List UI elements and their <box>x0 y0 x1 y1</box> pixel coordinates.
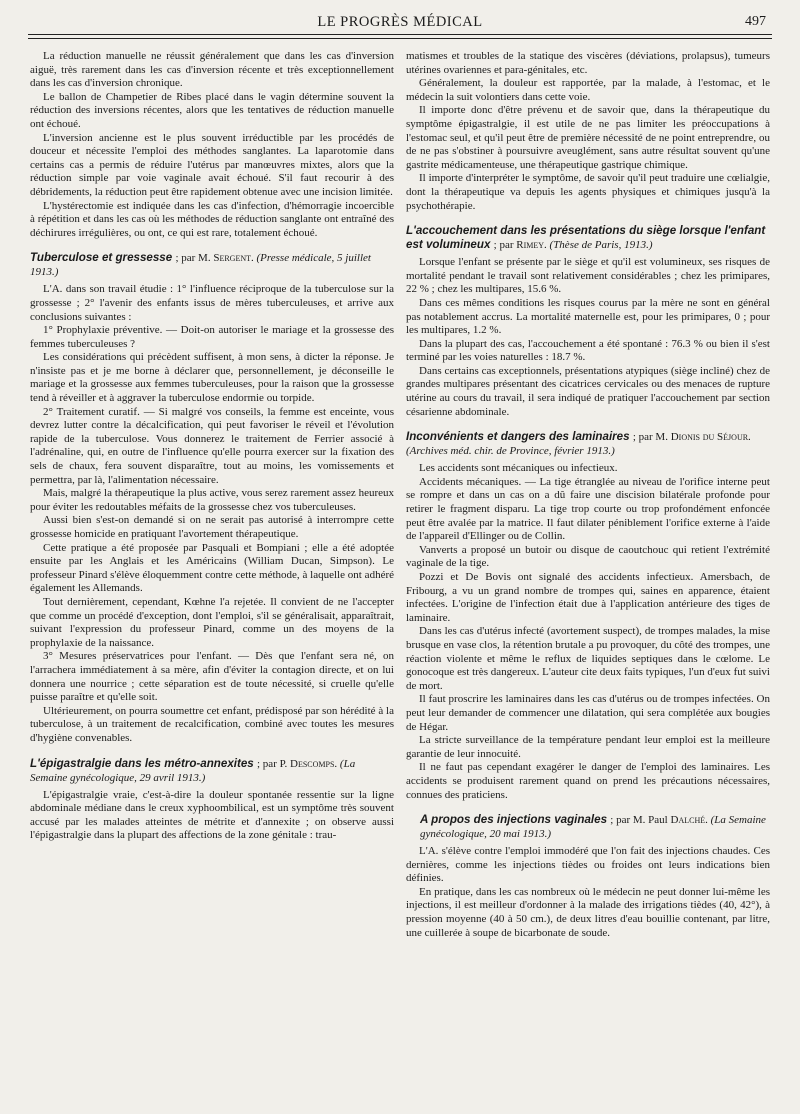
paragraph: Tout dernièrement, cependant, Kœhne l'a rejetée. Il convient de ne l'accepter que comme un procédé d'exception, dont l'emploi, s'il se généralisait, apparaîtrait, suivant l'expression du professeur Pinard, comme un des moyens de la prophylaxie de la naissance. <box>30 595 394 649</box>
article-source: (Archives méd. chir. de Province, février 1913.) <box>406 445 615 458</box>
page-number: 497 <box>745 14 766 29</box>
paragraph: Les considérations qui précèdent suffisent, à mon sens, à dicter la réponse. Je n'insiste pas et je me borne à déclarer que, personnellement, je déconseille le mariage et la grossesse aux femmes tuberculeuses, pour la raison que la grossesse tend à réveiller et à aggraver la tuberculose endormie ou torpide. <box>30 351 394 405</box>
article-by: ; par M. <box>175 252 211 265</box>
paragraph: Aussi bien s'est-on demandé si on ne serait pas autorisé à interrompre cette grossesse homicide en pratiquant l'avortement thérapeutique. <box>30 514 394 540</box>
article-title: Inconvénients et dangers des laminaires <box>406 430 630 444</box>
article-author: Rimey. <box>516 239 547 252</box>
article-by: ; par M. <box>632 431 668 444</box>
header-rule-thin <box>28 38 772 39</box>
paragraph: Lorsque l'enfant se présente par le siège et qu'il est volumineux, ses risques de mortalité pendant le travail sont relativement considérables ; chez les primipares, 22 % ; chez les multipares, 15.6 %. <box>406 256 770 296</box>
paragraph: Dans certains cas exceptionnels, présentations atypiques (siège incliné) chez de grandes multipares présentant des cicatrices cervicales ou des menaces de rupture utérine au cours du travail, il sera indiqué de pratiquer l'accouchement par section césarienne abdominale. <box>406 364 770 418</box>
journal-title: LE PROGRÈS MÉDICAL <box>317 14 483 30</box>
right-column <box>406 50 770 1100</box>
paragraph: Les accidents sont mécaniques ou infectieux. <box>419 462 618 475</box>
article-author: Dionis du Séjour. <box>670 431 751 444</box>
paragraph: L'hystérectomie est indiquée dans les cas d'infection, d'hémorragie incoercible à répétition et dans les cas où les méthodes de réduction sanglante ont entraîné des déchirures irrégulières, ou ont, ce qui est rare, totalement échoué. <box>30 199 394 239</box>
paragraph: Accidents mécaniques. — La tige étranglée au niveau de l'orifice interne peut se rompre et dans un cas on a dû faire une discision bilatérale profonde pour retirer le fragment disparu. La tige trop courte ou trop profondément enfoncée peut être avalée par la matrice. Il faut dilater péniblement l'orifice externe à l'aide de l'appareil d'Ellinger ou de Collin. <box>406 475 770 543</box>
article-heading <box>30 757 394 785</box>
article-heading <box>420 813 770 841</box>
article-source: (Thèse de Paris, 1913.) <box>549 239 653 252</box>
article-source: (La Semaine gynécologique, 20 mai 1913.) <box>420 814 766 841</box>
article-author: P. Descomps. <box>279 757 338 770</box>
paragraph: Généralement, la douleur est rapportée, par la malade, à l'estomac, et le médecin la suit volontiers dans cette voie. <box>406 77 770 103</box>
article-source: (Presse médicale, 5 juillet 1913.) <box>30 252 371 279</box>
paragraph: L'inversion ancienne est le plus souvent irréductible par les procédés de douceur et nécessite l'emploi des méthodes sanglantes. La laparotomie dans certains cas a permis de réduire l'utérus par manœuvres mixtes, alors que la réduction simple par voie vaginale avait échoué. S'il faut recourir à des débridements, la réduction peut être rapidement obtenue avec une incision limitée. <box>30 131 394 198</box>
paragraph: Il ne faut pas cependant exagérer le danger de l'emploi des laminaires. Les accidents se produisent rarement quand on prend les précautions nécessaires, connues des praticiens. <box>406 761 770 801</box>
paragraph: Cette pratique a été proposée par Pasquali et Bompiani ; elle a été adoptée ensuite par les Anglais et les Américains (William Ducan, Simpson). Le professeur Pinard s'élève éloquemment contre cette méthode, à laquelle ont adhéré également les Allemands. <box>30 541 394 595</box>
article-title: Tuberculose et gressesse <box>30 251 173 265</box>
article-by: ; par <box>493 239 514 252</box>
paragraph: Il faut proscrire les laminaires dans les cas d'utérus ou de trompes infectées. On peut leur demander de commencer une dilatation, qui sera complétée aux bougies de Hégar. <box>406 693 770 733</box>
paragraph: En pratique, dans les cas nombreux où le médecin ne peut donner lui-même les injections, il est meilleur d'ordonner à la malade des irrigations tièdes (40, 42°), à pression moyenne (40 à 50 cm.), de deux litres d'eau bouillie contenant, par litre, une cuillerée à soupe de bicarbonate de soude. <box>406 885 770 939</box>
paragraph: Ultérieurement, on pourra soumettre cet enfant, prédisposé par son hérédité à la tuberculose, à un traitement de recalcification, combiné avec toutes les mesures d'hygiène convenables. <box>30 704 394 744</box>
header-rule <box>28 34 772 35</box>
running-header <box>28 12 772 36</box>
left-column <box>30 50 394 1100</box>
paragraph: La réduction manuelle ne réussit généralement que dans les cas d'inversion aiguë, très rarement dans les cas d'inversion récente et très exceptionnellement dans les cas d'inversion chronique. <box>30 50 394 90</box>
article-heading <box>406 224 770 252</box>
paragraph: L'A. dans son travail étudie : 1° l'influence réciproque de la tuberculose sur la grossesse ; 2° l'avenir des enfants issus de mères tuberculeuses, et arrive aux conclusions suivantes : <box>30 283 394 323</box>
article-author: Sergent. <box>213 252 254 265</box>
article-heading <box>406 430 770 458</box>
article-title: A propos des injections vaginales <box>420 813 608 827</box>
paragraph: 1° Prophylaxie préventive. — Doit-on autoriser le mariage et la grossesse des femmes tuberculeuses ? <box>30 324 394 350</box>
article-title: L'accouchement dans les présentations du siège lorsque l'enfant est volumineux <box>406 224 766 252</box>
paragraph: Dans la plupart des cas, l'accouchement a été spontané : 76.3 % ou bien il s'est terminé par les voies naturelles : 18.7 %. <box>406 337 770 364</box>
article-by: ; par M. Paul <box>610 814 668 827</box>
article-title: L'épigastralgie dans les métro-annexites <box>30 756 254 770</box>
paragraph: L'épigastralgie vraie, c'est-à-dire la douleur spontanée ressentie sur la ligne abdominale médiane dans le creux xyphoombilical, est un symptôme très souvent accusé par les malades atteintes de métrite et d'annexite ; on observe aussi l'épigastralgie dans la plupart des affections de la zone génitale : trau- <box>30 788 394 842</box>
paragraph: La stricte surveillance de la température pendant leur emploi est la meilleure garantie de leur innocuité. <box>406 734 770 760</box>
paragraph: Dans les cas d'utérus infecté (avortement suspect), de trompes malades, la mise brusque en vase clos, la rétention brutale a pu provoquer, du côté des trompes, une réaction violente et même le reflux de liquides septiques dans le cœlome. Le gonocoque est très dangereux. L'auteur cite deux faits typiques, l'un d'eux fut suivi de mort. <box>406 625 770 692</box>
paragraph: Dans ces mêmes conditions les risques courus par la mère ne sont en général pas notablement accrus. La mortalité maternelle est, pour les primipares, 0 ; pour les multipares, 1.2 %. <box>406 296 770 337</box>
paragraph: Il importe donc d'être prévenu et de savoir que, dans la thérapeutique du symptôme épigastralgie, il est utile de ne pas limiter les préoccupations à l'estomac seul, et qu'il peut être de première nécessité de ne point entreprendre, ou de ne pas s'obstiner à poursuivre aveuglément, sans autre résultat souvent qu'une gastrite médicamenteuse, une thérapeutique gastrique chimique. <box>406 104 770 171</box>
paragraph: Vanverts a proposé un butoir ou disque de caoutchouc qui retient l'extrémité vaginale de la tige. <box>406 543 770 570</box>
paragraph: 2° Traitement curatif. — Si malgré vos conseils, la femme est enceinte, vous devrez lutter contre la décalcification, qui peut favoriser le réveil et l'évolution rapide de la tuberculose. Vous donnerez le traitement de Ferrier associé à l'adrénaline, qui, en outre de l'influence qu'elle pourra exercer sur la fixation des sels de chaux, fera souvent disparaître, tout au moins, les vomissements et permettra, par là, l'alimentation nécessaire. <box>30 405 394 486</box>
article-source: (La Semaine gynécologique, 29 avril 1913.) <box>30 757 356 784</box>
article-author: Dalché. <box>670 814 708 827</box>
article-by: ; par <box>257 757 277 770</box>
paragraph: Il importe d'interpréter le symptôme, de savoir qu'il peut traduire une cœlialgie, dont la thérapeutique va depuis les agents physiques et chimiques jusqu'à la psychothérapie. <box>406 172 770 212</box>
paragraph: 3° Mesures préservatrices pour l'enfant. — Dès que l'enfant sera né, on l'arrachera immédiatement à sa mère, afin d'éviter la contagion directe, et on lui donnera une nourrice ; cette séparation est de toute nécessité, si cruelle qu'elle puisse paraître et qu'elle soit. <box>30 650 394 704</box>
paragraph: matismes et troubles de la statique des viscères (déviations, prolapsus), tumeurs utérines ovariennes et para-génitales, etc. <box>406 50 770 76</box>
paragraph: Pozzi et De Bovis ont signalé des accidents infectieux. Amersbach, de Fribourg, a vu un grand nombre de trompes qui, saines en apparence, étaient infectées. L'origine de l'infection était due à l'application antérieure des tiges de laminaire. <box>406 571 770 624</box>
paragraph: Mais, malgré la thérapeutique la plus active, vous serez rarement assez heureux pour éviter les redoutables méfaits de la grossesse chez vos tuberculeuses. <box>30 487 394 513</box>
paragraph: Le ballon de Champetier de Ribes placé dans le vagin détermine souvent la réduction des inversions récentes, alors que les tentatives de réduction manuelle ont échoué. <box>30 90 394 130</box>
paragraph: L'A. s'élève contre l'emploi immodéré que l'on fait des injections chaudes. Ces dernières, comme les injections tièdes ou froides ont leurs indications bien définies. <box>406 845 770 885</box>
article-heading <box>30 251 394 279</box>
